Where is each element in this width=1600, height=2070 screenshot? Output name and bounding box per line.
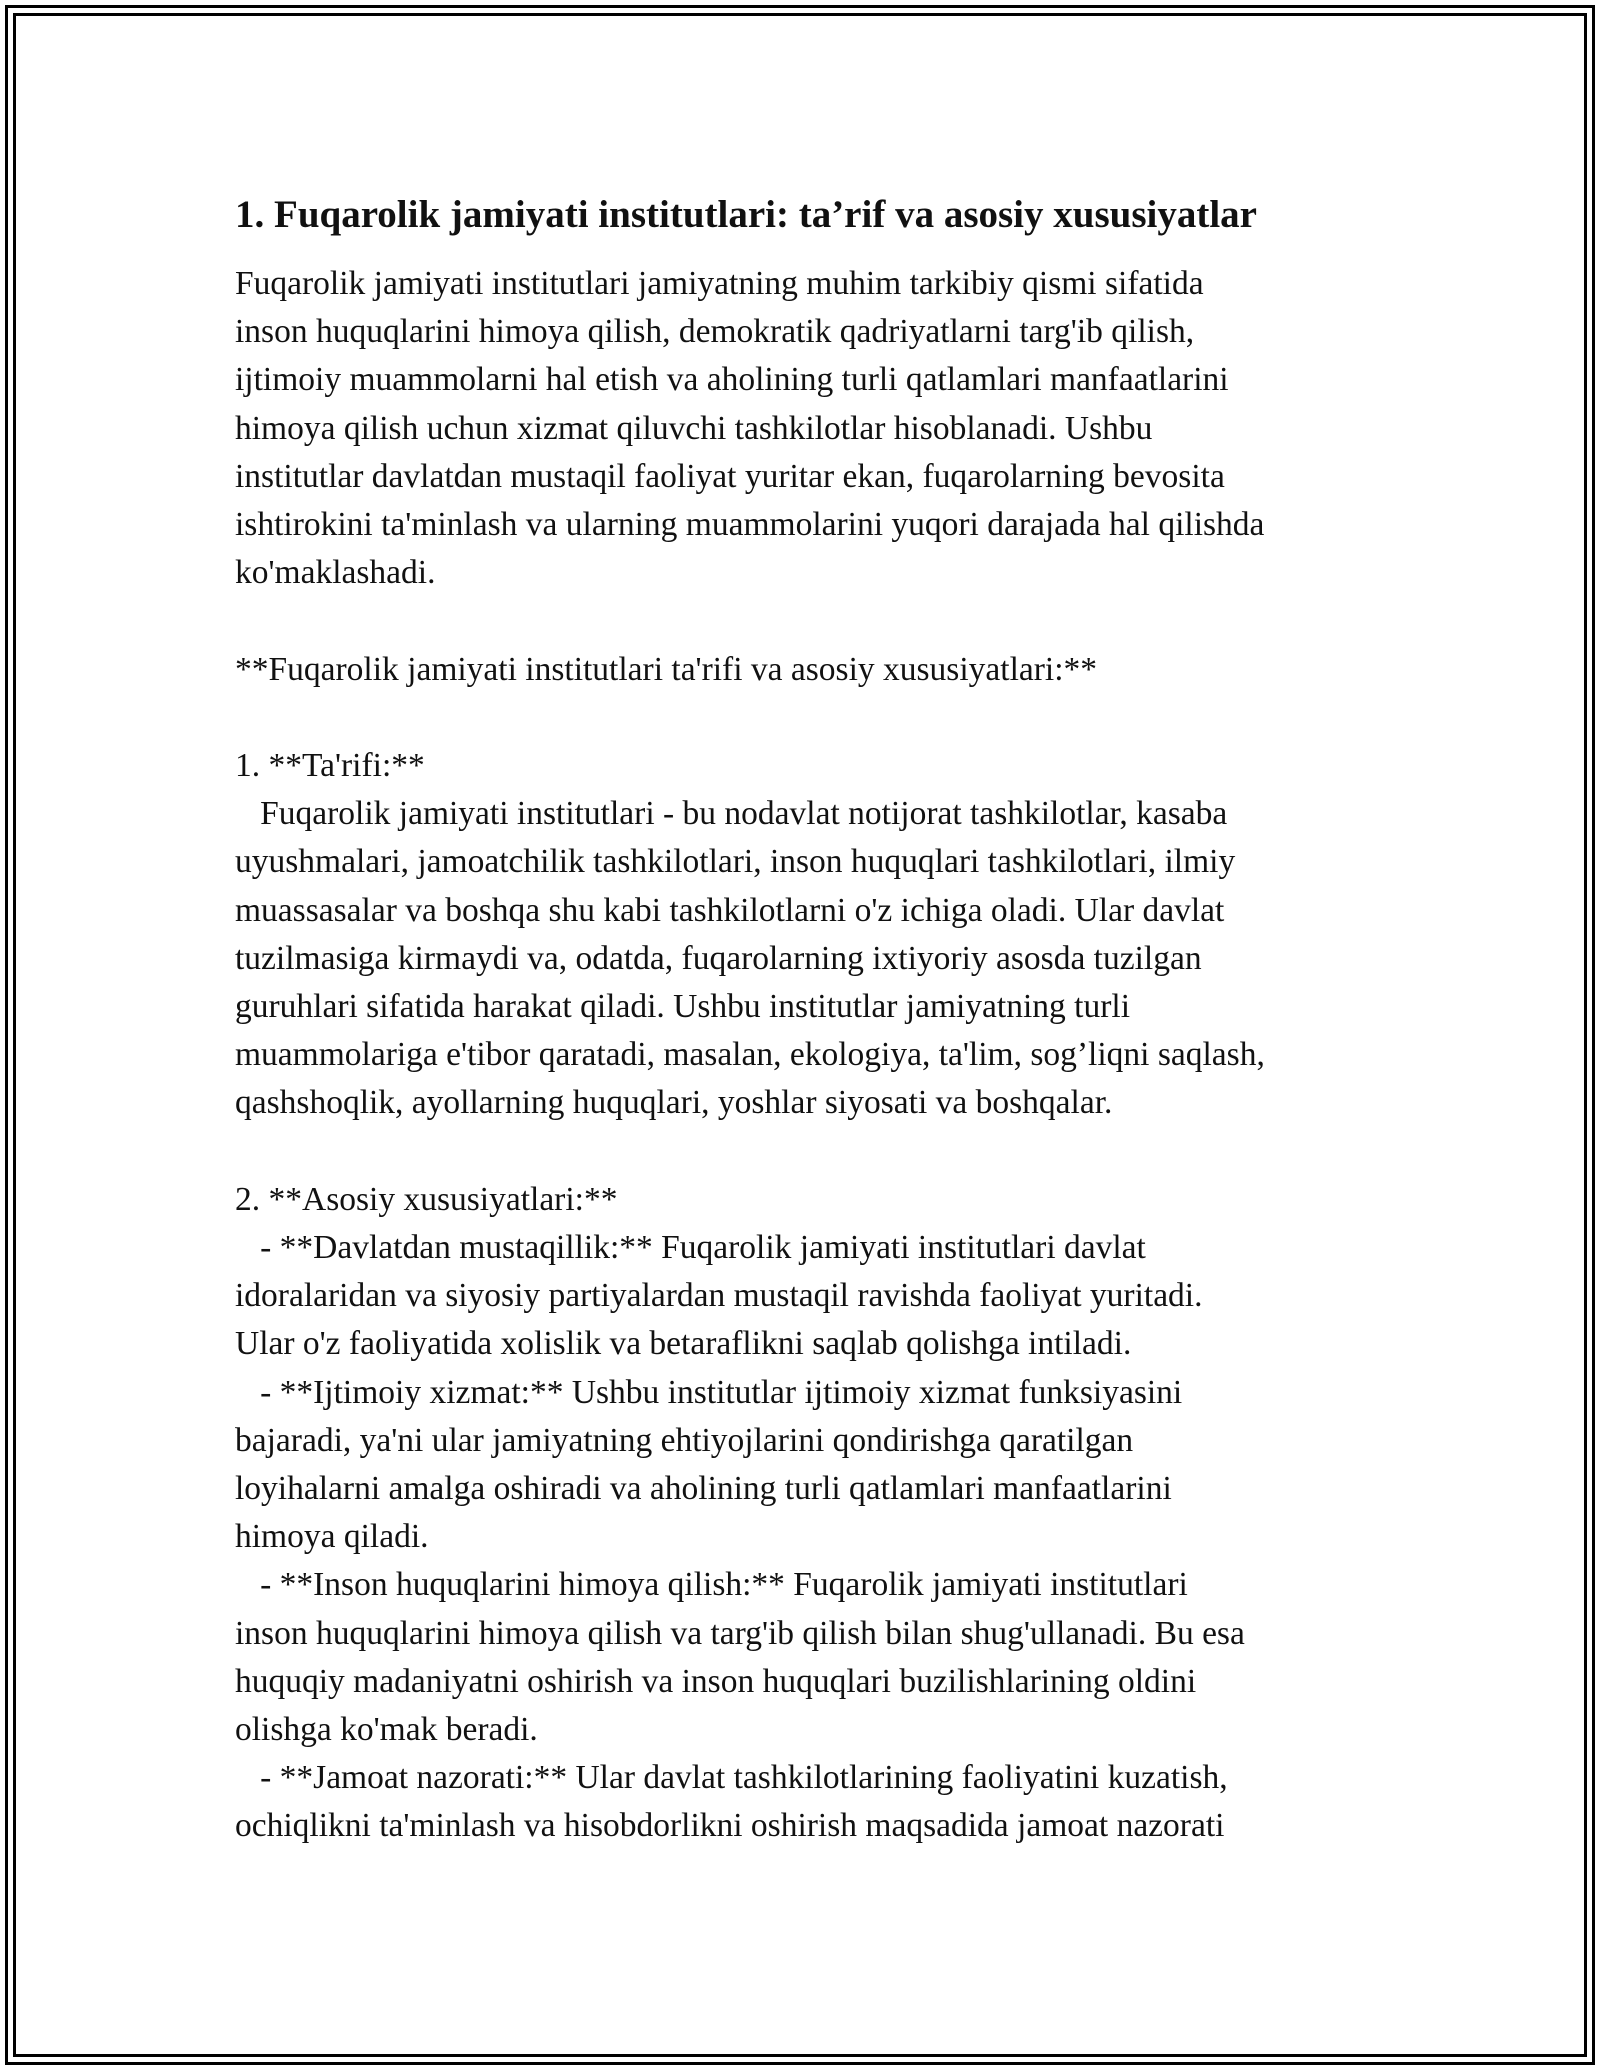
section-features [235,1176,1375,1851]
text-line: ijtimoiy muammolarni hal etish va aholining turli qatlamlari manfaatlarini [235,361,1229,399]
text-line: - **Davlatdan mustaqillik:** Fuqarolik jamiyati institutlari davlat [235,1229,1146,1267]
blank-line [235,597,1375,645]
text-line: himoya qiladi. [235,1518,429,1556]
text-line: **Fuqarolik jamiyati institutlari ta'rifi va asosiy xususiyatlari:** [235,650,1098,688]
text-line: muammolariga e'tibor qaratadi, masalan, ekologiya, ta'lim, sog’liqni saqlash, [235,1036,1265,1074]
document-body [235,190,1375,1851]
text-line: ko'maklashadi. [235,554,436,592]
text-line: himoya qilish uchun xizmat qiluvchi tashkilotlar hisoblanadi. Ushbu [235,409,1153,447]
subheading [235,646,1375,694]
text-line: huquqiy madaniyatni oshirish va inson huquqlari buzilishlarining oldini [235,1662,1197,1700]
blank-line [235,1128,1375,1176]
text-line: - **Inson huquqlarini himoya qilish:** Fuqarolik jamiyati institutlari [235,1566,1188,1604]
text-line: Fuqarolik jamiyati institutlari - bu nodavlat notijorat tashkilotlar, kasaba [235,795,1228,833]
text-line: Fuqarolik jamiyati institutlari jamiyatning muhim tarkibiy qismi sifatida [235,265,1204,302]
text-line: uyushmalari, jamoatchilik tashkilotlari, inson huquqlari tashkilotlari, ilmiy [235,843,1236,881]
section-heading: 1. Fuqarolik jamiyati institutlari: ta’rif va asosiy xususiyatlar [235,193,1257,236]
text-line: Ular o'z faoliyatida xolislik va betaraflikni saqlab qolishga intiladi. [235,1325,1132,1363]
text-line: inson huquqlarini himoya qilish va targ'ib qilish bilan shug'ullanadi. Bu esa [235,1614,1245,1652]
text-line: - **Ijtimoiy xizmat:** Ushbu institutlar ijtimoiy xizmat funksiyasini [235,1373,1183,1411]
text-line: muassasalar va boshqa shu kabi tashkilotlarni o'z ichiga oladi. Ular davlat [235,891,1225,929]
text-line: inson huquqlarini himoya qilish, demokratik qadriyatlarni targ'ib qilish, [235,313,1195,351]
text-line: ochiqlikni ta'minlash va hisobdorlikni oshirish maqsadida jamoat nazorati [235,1807,1225,1845]
text-line: idoralaridan va siyosiy partiyalardan mustaqil ravishda faoliyat yuritadi. [235,1277,1203,1315]
text-line: qashshoqlik, ayollarning huquqlari, yoshlar siyosati va boshqalar. [235,1084,1113,1122]
text-line: guruhlari sifatida harakat qiladi. Ushbu institutlar jamiyatning turli [235,988,1130,1026]
text-line: ishtirokini ta'minlash va ularning muammolarini yuqori darajada hal qilishda [235,506,1265,544]
text-line: tuzilmasiga kirmaydi va, odatda, fuqarolarning ixtiyoriy asosda tuzilgan [235,939,1202,977]
section-definition [235,742,1375,1128]
list-item-title: 2. **Asosiy xususiyatlari:** [235,1180,618,1218]
intro-paragraph [235,260,1375,597]
blank-line [235,694,1375,742]
text-line: bajaradi, ya'ni ular jamiyatning ehtiyojlarini qondirishga qaratilgan [235,1421,1134,1459]
text-line: loyihalarni amalga oshiradi va aholining turli qatlamlari manfaatlarini [235,1470,1172,1508]
text-line: - **Jamoat nazorati:** Ular davlat tashkilotlarining faoliyatini kuzatish, [235,1759,1228,1797]
text-line: institutlar davlatdan mustaqil faoliyat yuritar ekan, fuqarolarning bevosita [235,457,1225,495]
list-item-title: 1. **Ta'rifi:** [235,747,425,784]
text-line: olishga ko'mak beradi. [235,1711,538,1749]
